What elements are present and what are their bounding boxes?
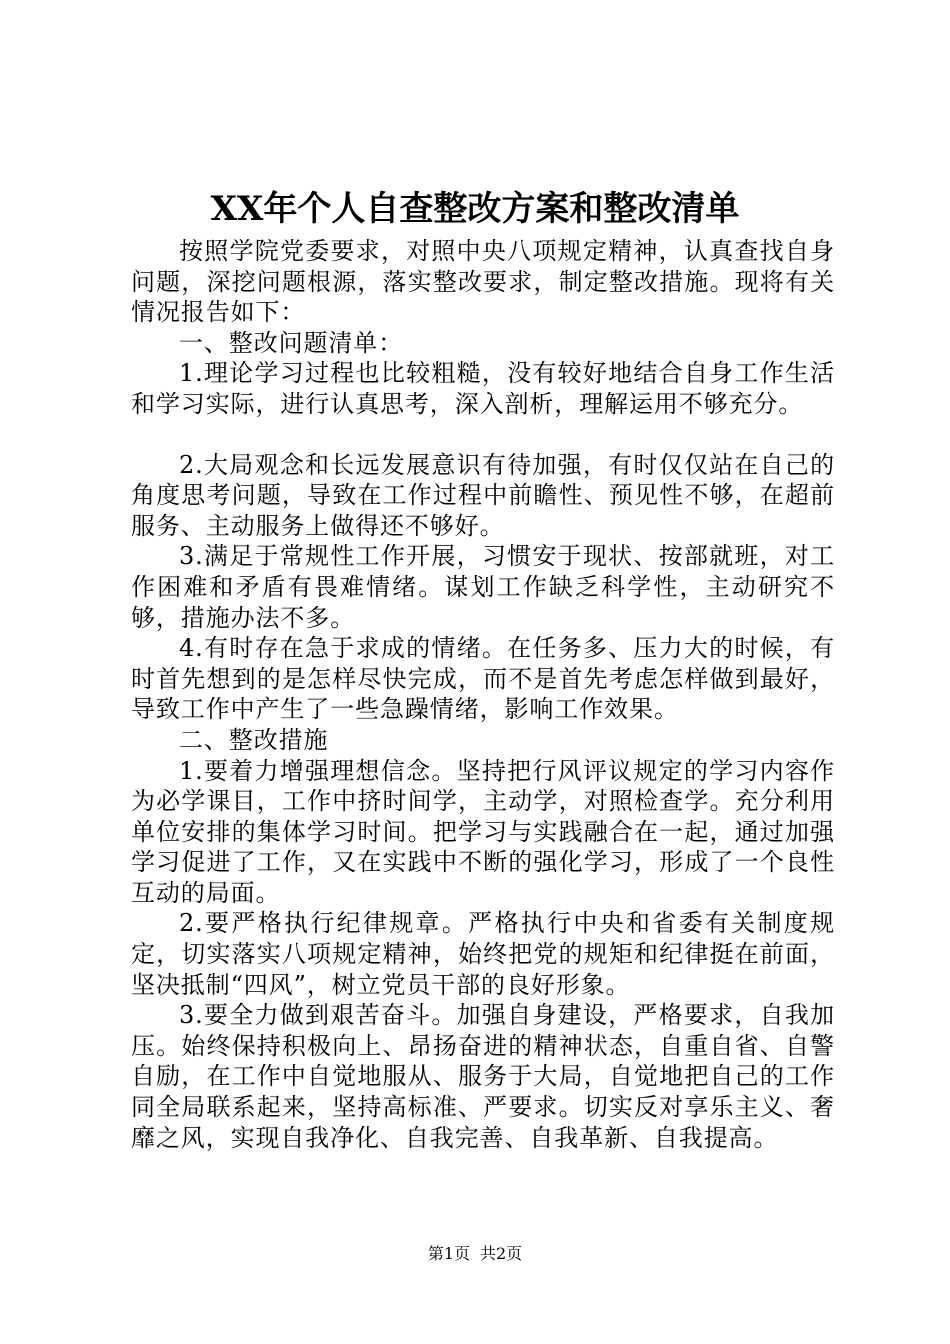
document-title: XX年个人自查整改方案和整改清单 (210, 189, 740, 229)
problem-item-1: 1.理论学习过程也比较粗糙，没有较好地结合自身工作生活和学习实际，进行认真思考，深入剖析，理解运用不够充分。 (131, 359, 835, 418)
page-footer (0, 1244, 950, 1264)
problem-item-4: 4.有时存在急于求成的情绪。在任务多、压力大的时候，有时首先想到的是怎样尽快完成，而不是首先考虑怎样做到最好，导致工作中产生了一些急躁情绪，影响工作效果。 (131, 634, 835, 724)
document-body (131, 236, 835, 1153)
intro-paragraph: 按照学院党委要求，对照中央八项规定精神，认真查找自身问题，深挖问题根源，落实整改要求，制定整改措施。现将有关情况报告如下： (131, 237, 835, 327)
measure-item-2: 2.要严格执行纪律规章。严格执行中央和省委有关制度规定，切实落实八项规定精神，始终把党的规矩和纪律挺在前面，坚决抵制“四风”，树立党员干部的良好形象。 (131, 909, 835, 999)
page-number: 第1页 (427, 1244, 470, 1263)
problem-item-3: 3.满足于常规性工作开展，习惯安于现状、按部就班，对工作困难和矛盾有畏难情绪。谋划工作缺乏科学性，主动研究不够，措施办法不多。 (131, 542, 835, 632)
section-heading-problems: 一、整改问题清单： (179, 328, 404, 357)
page-total: 共2页 (480, 1244, 523, 1263)
problem-item-2: 2.大局观念和长远发展意识有待加强，有时仅仅站在自己的角度思考问题，导致在工作过程中前瞻性、预见性不够，在超前服务、主动服务上做得还不够好。 (131, 450, 835, 540)
section-heading-measures: 二、整改措施 (179, 725, 329, 754)
measure-item-3: 3.要全力做到艰苦奋斗。加强自身建设，严格要求，自我加压。始终保持积极向上、昂扬奋进的精神状态，自重自省、自警自励，在工作中自觉地服从、服务于大局，自觉地把自己的工作同全局联系起来，坚持高标准、严要求。切实反对享乐主义、奢靡之风，实现自我净化、自我完善、自我革新、自我提高。 (131, 1001, 835, 1152)
measure-item-1: 1.要着力增强理想信念。坚持把行风评议规定的学习内容作为必学课目，工作中挤时间学，主动学，对照检查学。充分利用单位安排的集体学习时间。把学习与实践融合在一起，通过加强学习促进了工作，又在实践中不断的强化学习，形成了一个良性互动的局面。 (131, 756, 835, 907)
